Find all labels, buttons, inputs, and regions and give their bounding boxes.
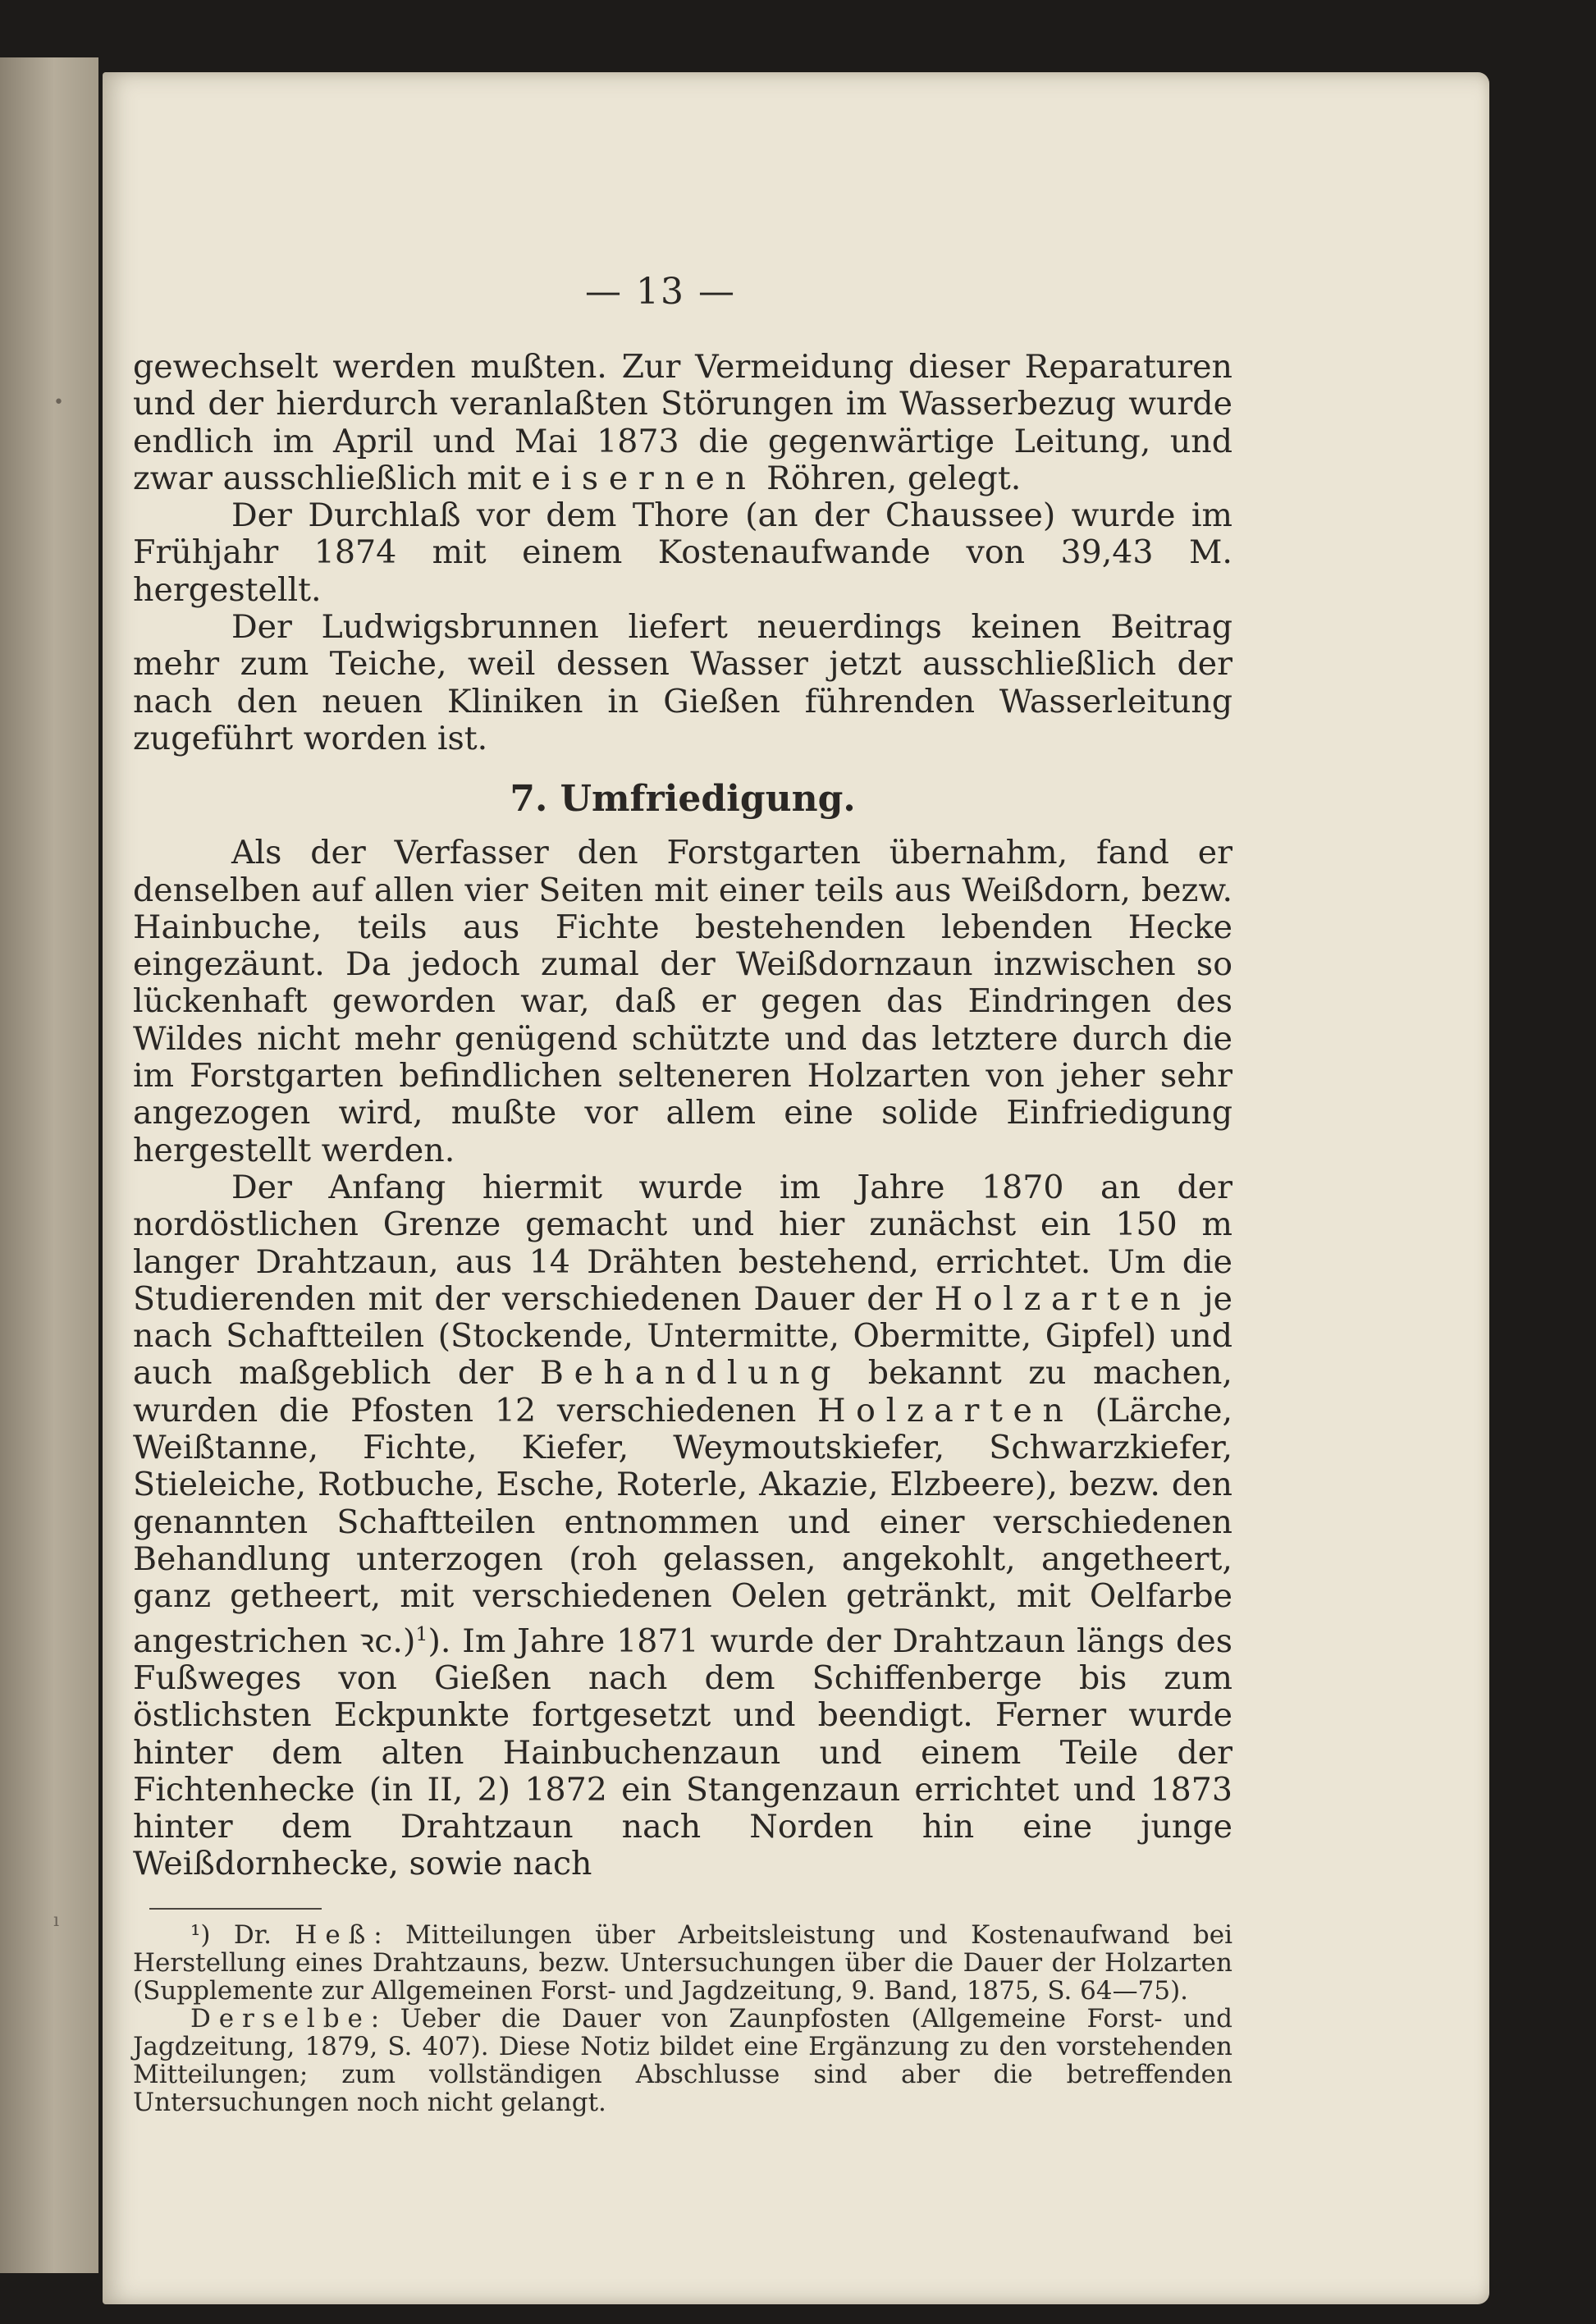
- section-heading: 7. Umfriedigung.: [510, 778, 856, 821]
- footnote-text: Dr.: [210, 1919, 295, 1950]
- footnote-author: Derselbe: [190, 2003, 371, 2034]
- paragraph: [133, 1169, 1232, 1883]
- facing-page-edge: [0, 57, 98, 2273]
- paragraph: [133, 349, 1232, 497]
- footnote-text: : Ueber die Dauer von Zaunpfosten (Allgemeine Forst- und Jagdzeitung, 1879, S. 407). Diese Notiz bildet eine Ergänzung zu den vorstehenden Mitteilungen; zum vollständigen Abschlusse sind aber die betreffenden Untersuchungen noch nicht gelangt.: [133, 2003, 1232, 2117]
- emphasized-text: eisernen: [531, 459, 757, 497]
- paragraph-text: Röhren, gelegt.: [756, 459, 1022, 497]
- footnote-author: Heß: [295, 1919, 374, 1950]
- paragraph-text: Der Anfang hiermit wurde im Jahre 1870 an der nordöstlichen Grenze gemacht und hier zunächst ein 150 m langer Drahtzaun, aus 14 Drähten bestehend, errichtet. Um die Studierenden mit der verschiedenen Dauer der: [133, 1168, 1232, 1318]
- footnote-marker: ¹): [190, 1919, 211, 1950]
- page-number: — 13 —: [585, 271, 736, 313]
- footnote: [133, 1921, 1232, 2005]
- paragraph: Als der Verfasser den Forstgarten übernahm, fand er denselben auf allen vier Seiten mit einer teils aus Weißdorn, bezw. Hainbuche, teils aus Fichte bestehenden lebenden Hecke eingezäunt. Da jedoch zumal der Weißdornzaun inzwischen so lückenhaft geworden war, daß er gegen das Eindringen des Wildes nicht mehr genügend schützte und das letztere durch die im Forstgarten befindlichen selteneren Holzarten von jeher sehr angezogen wird, mußte vor allem eine solide Einfriedigung hergestellt werden.: [133, 834, 1232, 1169]
- paragraph-text: bekannt zu machen, wurden die Pfosten 12 verschiedenen: [133, 1354, 1232, 1430]
- paragraph-text: gewechselt werden mußten. Zur Vermeidung dieser Reparaturen und der hierdurch veranlaßten Störungen im Wasserbezug wurde endlich im April und Mai 1873 die gegenwärtige Leitung, und zwar ausschließlich mit: [133, 348, 1232, 497]
- footnote-reference: 1: [415, 1622, 428, 1645]
- paragraph-text: je nach Schaftteilen (Stockende, Untermitte, Obermitte, Gipfel) und auch maßgeblich der: [133, 1279, 1232, 1393]
- margin-speck: •: [53, 392, 64, 413]
- footnote: [133, 2005, 1232, 2116]
- paragraph-text: (Lärche, Weißtanne, Fichte, Kiefer, Weymoutskiefer, Schwarzkiefer, Stieleiche, Rotbuche, Esche, Roterle, Akazie, Elzbeere), bezw. den genannten Schaftteilen entnommen und einer verschiedenen Behandlung unterzogen (roh gelassen, angekohlt, angetheert, ganz getheert, mit verschiedenen Oelen getränkt, mit Oelfarbe angestrichen ꝛc.): [133, 1391, 1233, 1660]
- emphasized-text: Holzarten: [934, 1279, 1191, 1318]
- footnote-divider: [149, 1908, 322, 1910]
- paragraph: Der Durchlaß vor dem Thore (an der Chaussee) wurde im Frühjahr 1874 mit einem Kostenaufwande von 39,43 M. hergestellt.: [133, 496, 1232, 609]
- body-text: [133, 349, 1232, 2116]
- emphasized-text: Behandlung: [539, 1354, 842, 1393]
- footnote-text: : Mitteilungen über Arbeitsleistung und Kostenaufwand bei Herstellung eines Drahtzauns, bezw. Untersuchungen über die Dauer der Holzarten (Supplemente zur Allgemeinen Forst- und Jagdzeitung, 9. Band, 1875, S. 64—75).: [133, 1919, 1232, 2006]
- margin-speck: ı: [53, 1910, 60, 1931]
- emphasized-text: Holzarten: [817, 1391, 1074, 1430]
- paragraph-text: ). Im Jahre 1871 wurde der Drahtzaun längs des Fußweges von Gießen nach dem Schiffenberge bis zum östlichsten Eckpunkte fortgesetzt und beendigt. Ferner wurde hinter dem alten Hainbuchenzaun und einem Teile der Fichtenhecke (in II, 2) 1872 ein Stangenzaun errichtet und 1873 hinter dem Drahtzaun nach Norden hin eine junge Weißdornhecke, sowie nach: [133, 1622, 1232, 1883]
- paragraph: Der Ludwigsbrunnen liefert neuerdings keinen Beitrag mehr zum Teiche, weil dessen Wasser jetzt ausschließlich der nach den neuen Kliniken in Gießen führenden Wasserleitung zugeführt worden ist.: [133, 608, 1232, 757]
